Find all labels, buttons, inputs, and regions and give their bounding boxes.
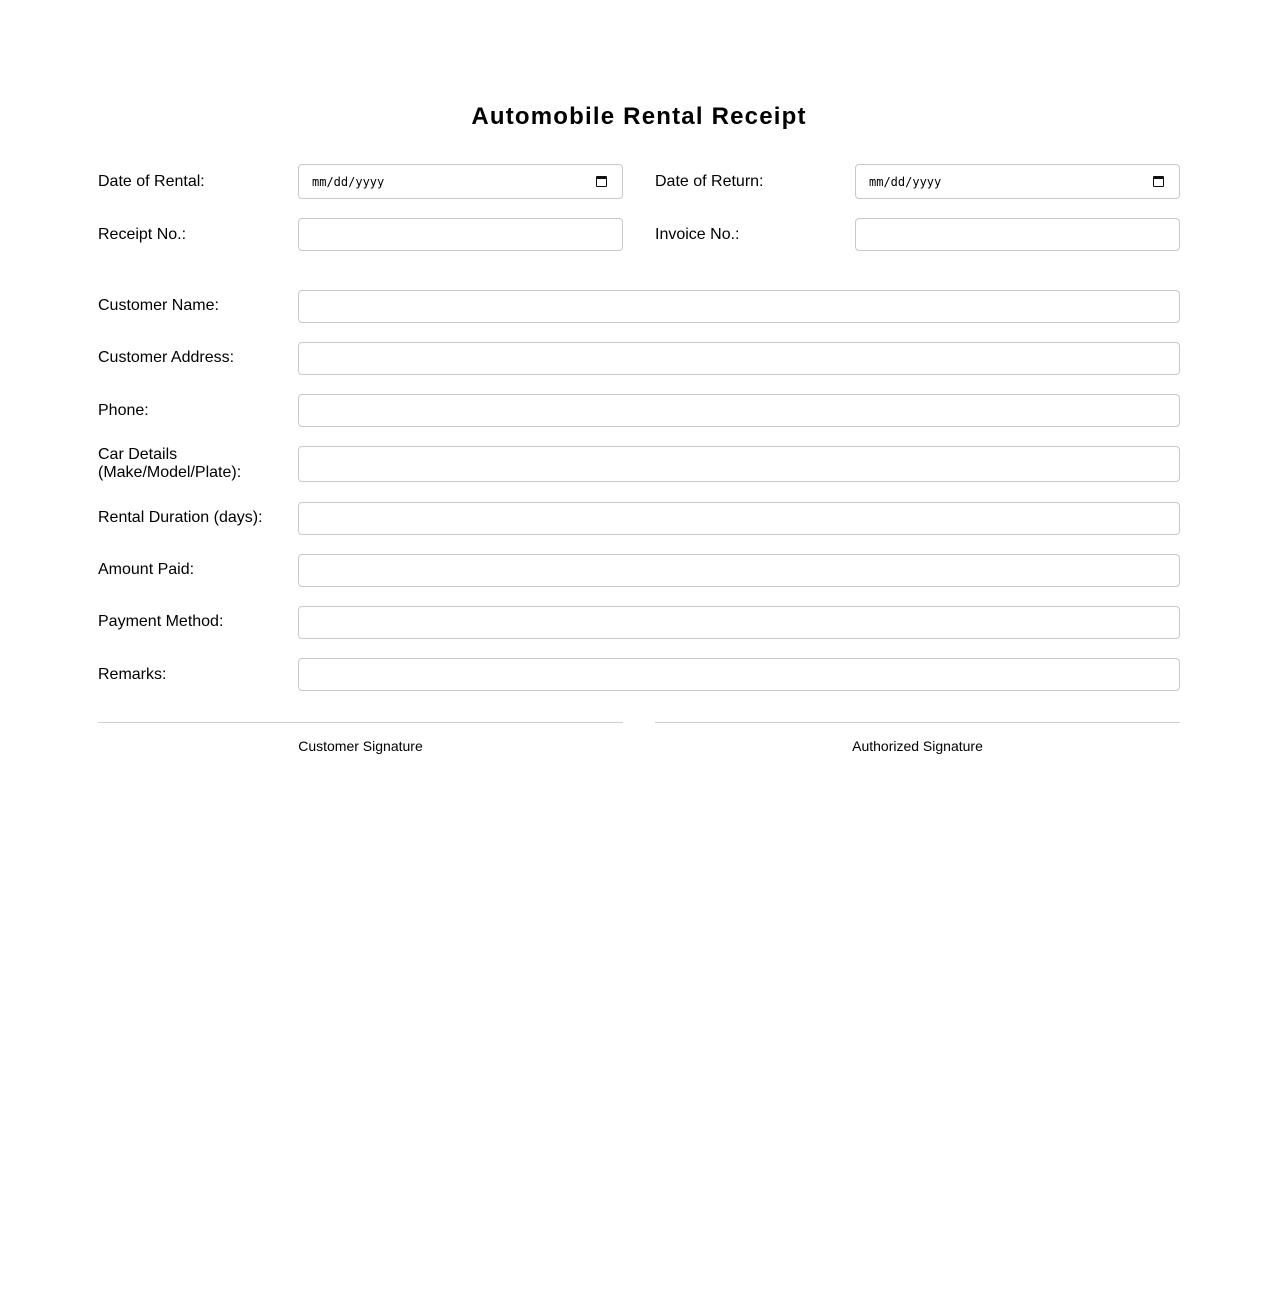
calendar-icon[interactable] xyxy=(1153,176,1164,187)
invoice-no-label: Invoice No.: xyxy=(655,226,740,243)
customer-name-label: Customer Name: xyxy=(98,297,219,314)
customer-address-label: Customer Address: xyxy=(98,349,235,366)
receipt-no-input[interactable] xyxy=(298,218,623,251)
car-details-input[interactable] xyxy=(298,446,1180,482)
rental-duration-input[interactable] xyxy=(298,502,1180,535)
authorized-signature-label: Authorized Signature xyxy=(852,738,983,754)
date-of-rental-label: Date of Rental: xyxy=(98,173,205,190)
phone-input[interactable] xyxy=(298,394,1180,427)
phone-label: Phone: xyxy=(98,402,149,419)
remarks-label: Remarks: xyxy=(98,666,167,683)
payment-method-input[interactable] xyxy=(298,606,1180,639)
date-of-return-input[interactable] xyxy=(855,164,1180,199)
customer-signature-label: Customer Signature xyxy=(298,738,423,754)
calendar-icon[interactable] xyxy=(596,176,607,187)
amount-paid-input[interactable] xyxy=(298,554,1180,587)
date-of-return-label: Date of Return: xyxy=(655,173,764,190)
invoice-no-input[interactable] xyxy=(855,218,1180,251)
customer-signature-line xyxy=(98,722,623,723)
date-placeholder: mm/dd/yyyy xyxy=(312,175,385,189)
authorized-signature-line xyxy=(655,722,1180,723)
customer-address-input[interactable] xyxy=(298,342,1180,375)
car-details-label-line1: Car Details xyxy=(98,446,178,463)
amount-paid-label: Amount Paid: xyxy=(98,561,195,578)
rental-duration-label: Rental Duration (days): xyxy=(98,509,263,526)
receipt-no-label: Receipt No.: xyxy=(98,226,187,243)
customer-name-input[interactable] xyxy=(298,290,1180,323)
car-details-label-line2: (Make/Model/Plate): xyxy=(98,464,242,481)
page-title: Automobile Rental Receipt xyxy=(471,103,807,130)
date-of-rental-input[interactable] xyxy=(298,164,623,199)
payment-method-label: Payment Method: xyxy=(98,613,224,630)
remarks-input[interactable] xyxy=(298,658,1180,691)
date-placeholder: mm/dd/yyyy xyxy=(869,175,942,189)
